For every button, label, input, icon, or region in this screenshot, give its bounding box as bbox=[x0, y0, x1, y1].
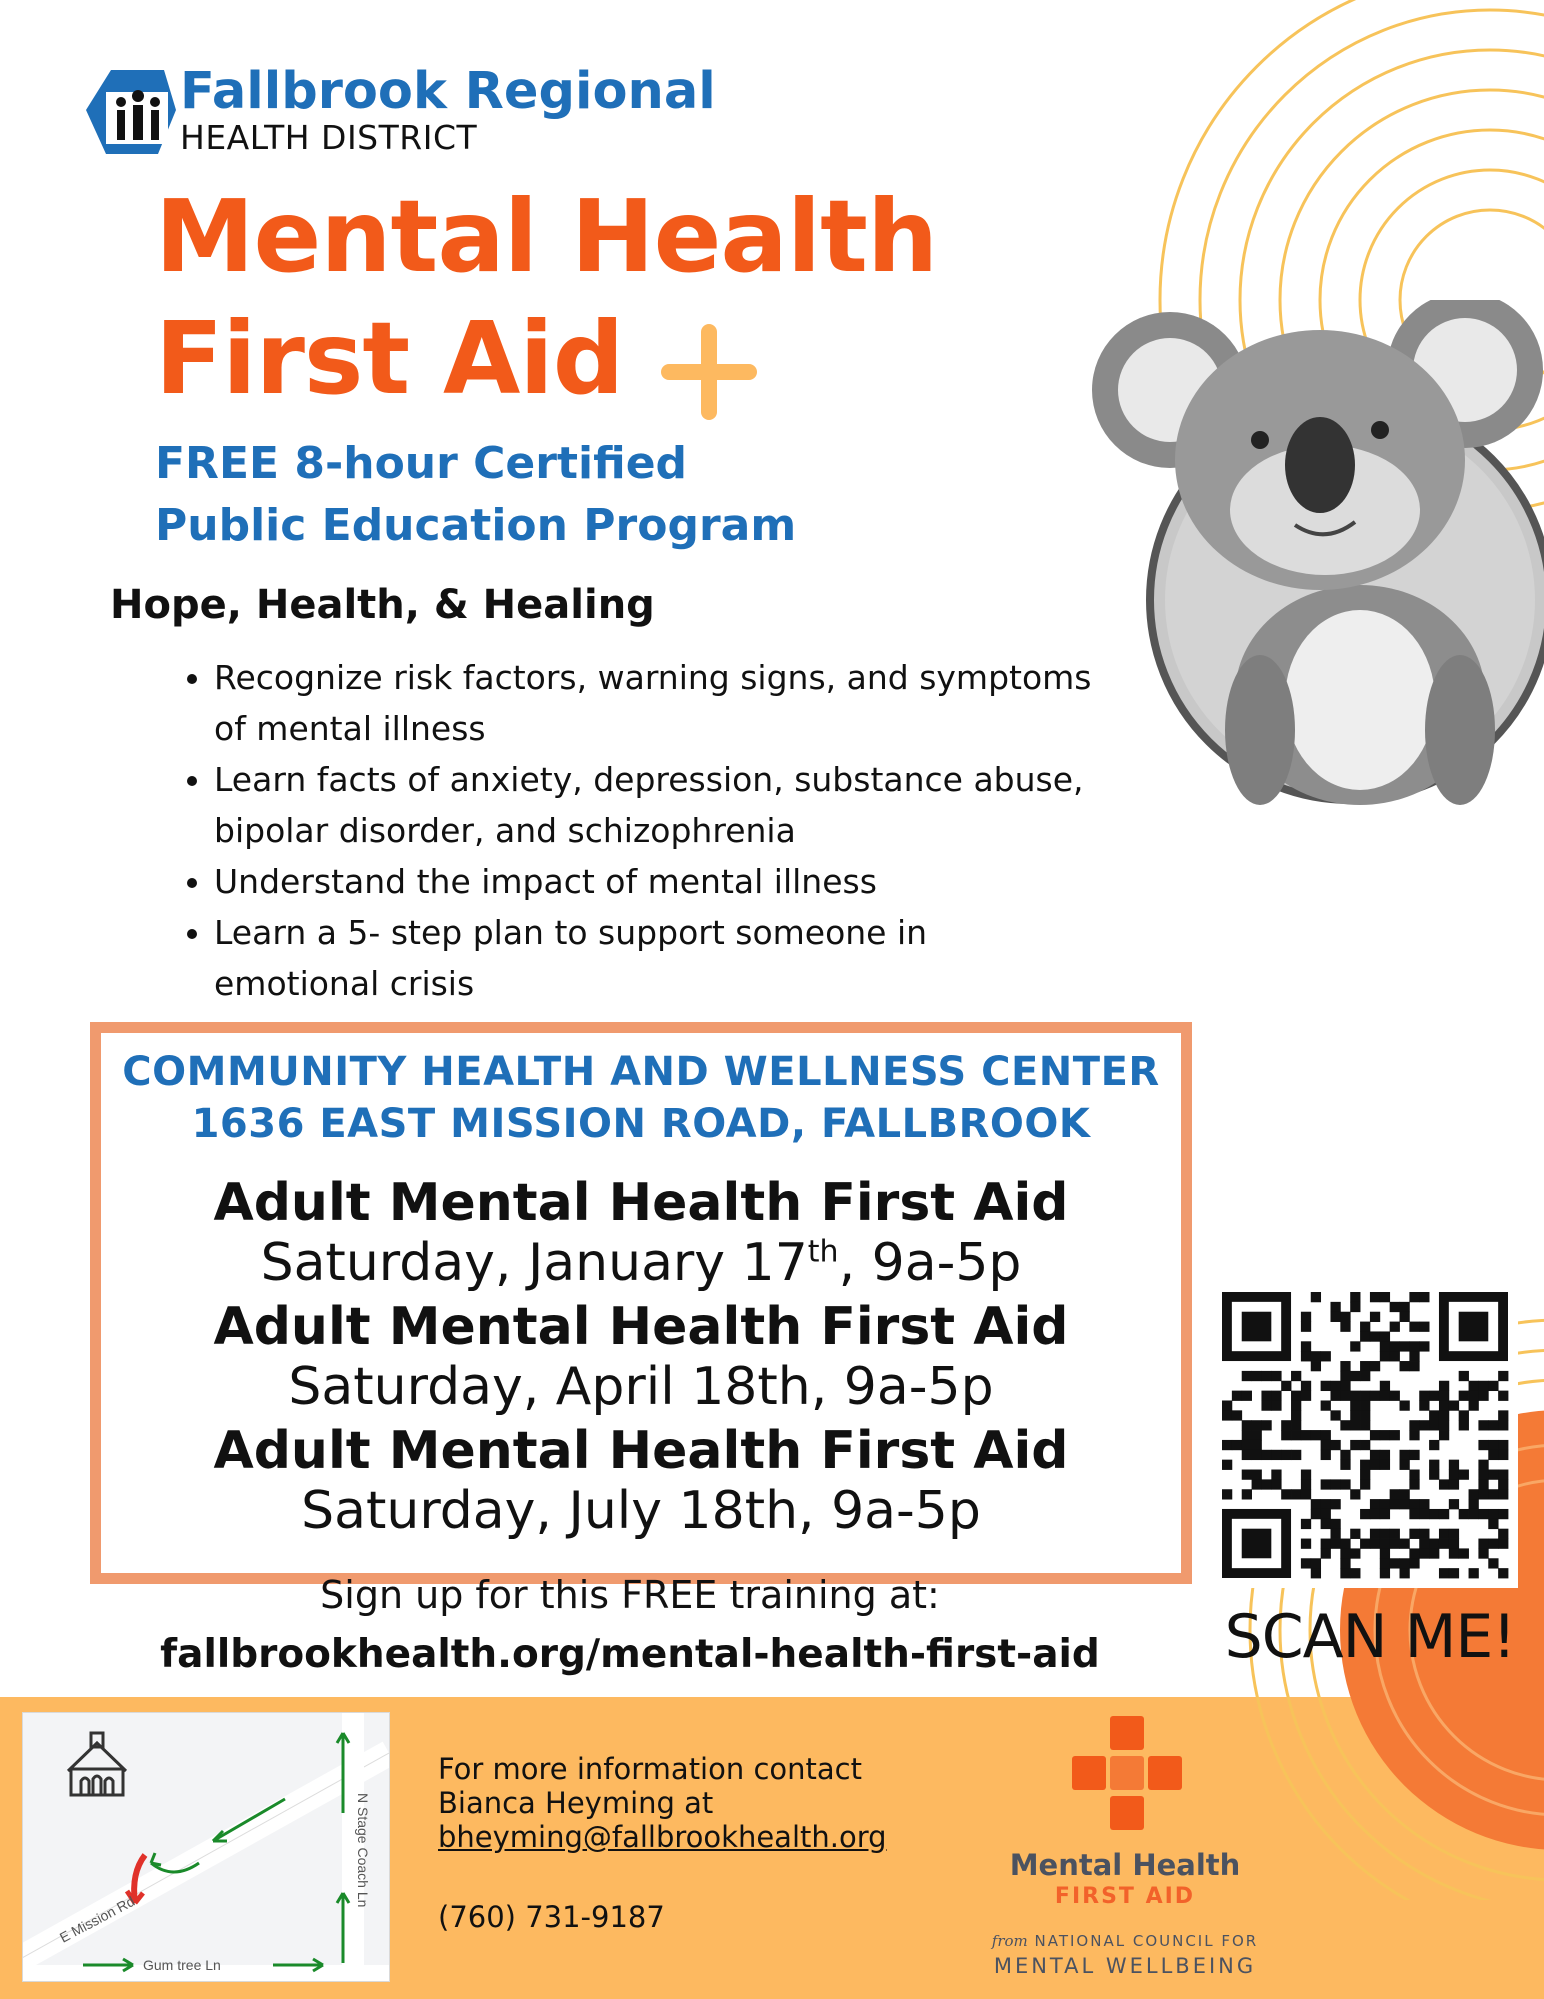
contact-line: For more information contact bbox=[438, 1752, 862, 1786]
contact-line: Bianca Heyming at bbox=[438, 1786, 714, 1820]
list-item: • Learn a 5- step plan to support someone in emotional crisis bbox=[214, 907, 1094, 1009]
mhfa-cross-icon bbox=[1072, 1716, 1182, 1834]
subtitle-line1: FREE 8-hour Certified bbox=[155, 438, 688, 489]
page-title-line1: Mental Health bbox=[155, 178, 938, 295]
list-item: • Learn facts of anxiety, depression, substance abuse, bipolar disorder, and schizophrenia bbox=[214, 754, 1094, 856]
signup-text: Sign up for this FREE training at: bbox=[320, 1573, 940, 1617]
qr-caption: SCAN ME! bbox=[1224, 1602, 1516, 1672]
map-label: Gum tree Ln bbox=[143, 1957, 221, 1973]
mhfa-org-line2: MENTAL WELLBEING bbox=[993, 1954, 1257, 1978]
contact-phone[interactable]: (760) 731-9187 bbox=[438, 1900, 665, 1934]
list-item: • Understand the impact of mental illness bbox=[214, 856, 1094, 907]
location-map[interactable] bbox=[22, 1712, 390, 1982]
session-date: Saturday, April 18th, 9a-5p bbox=[288, 1357, 994, 1417]
map-label: N Stage Coach Ln bbox=[355, 1793, 371, 1908]
plus-icon bbox=[655, 318, 763, 426]
tagline: Hope, Health, & Healing bbox=[110, 582, 655, 628]
qr-code[interactable] bbox=[1212, 1282, 1518, 1588]
venue-address: 1636 EAST MISSION ROAD, FALLBROOK bbox=[191, 1101, 1091, 1147]
session-title: Adult Mental Health First Aid bbox=[213, 1421, 1069, 1481]
koala-icon bbox=[1080, 300, 1544, 820]
session-date: Saturday, January 17th, 9a-5p bbox=[260, 1233, 1022, 1293]
contact-email-link[interactable]: bheyming@fallbrookhealth.org bbox=[438, 1820, 887, 1854]
logo-subname: HEALTH DISTRICT bbox=[180, 118, 478, 157]
page-title-line2: First Aid bbox=[155, 300, 624, 417]
session-title: Adult Mental Health First Aid bbox=[213, 1297, 1069, 1357]
qr-code-icon bbox=[1212, 1282, 1518, 1588]
session-title: Adult Mental Health First Aid bbox=[213, 1173, 1069, 1233]
venue-name: COMMUNITY HEALTH AND WELLNESS CENTER bbox=[122, 1049, 1160, 1095]
building-icon bbox=[68, 1733, 126, 1795]
map-label: E Mission Rd bbox=[56, 1892, 138, 1946]
contact-info bbox=[438, 1752, 887, 1854]
benefits-list bbox=[178, 652, 1094, 1009]
mhfa-org-line1: from NATIONAL COUNCIL FOR bbox=[991, 1932, 1259, 1950]
event-details-box bbox=[90, 1022, 1192, 1584]
subtitle-line2: Public Education Program bbox=[155, 500, 797, 551]
logo-name: Fallbrook Regional bbox=[180, 62, 716, 121]
mhfa-name: Mental Health bbox=[1009, 1848, 1241, 1882]
list-item: • Recognize risk factors, warning signs, and symptoms of mental illness bbox=[214, 652, 1094, 754]
mhfa-sub: FIRST AID bbox=[1054, 1884, 1196, 1909]
signup-link[interactable]: fallbrookhealth.org/mental-health-first-aid bbox=[160, 1632, 1100, 1677]
session-date: Saturday, July 18th, 9a-5p bbox=[301, 1481, 981, 1541]
